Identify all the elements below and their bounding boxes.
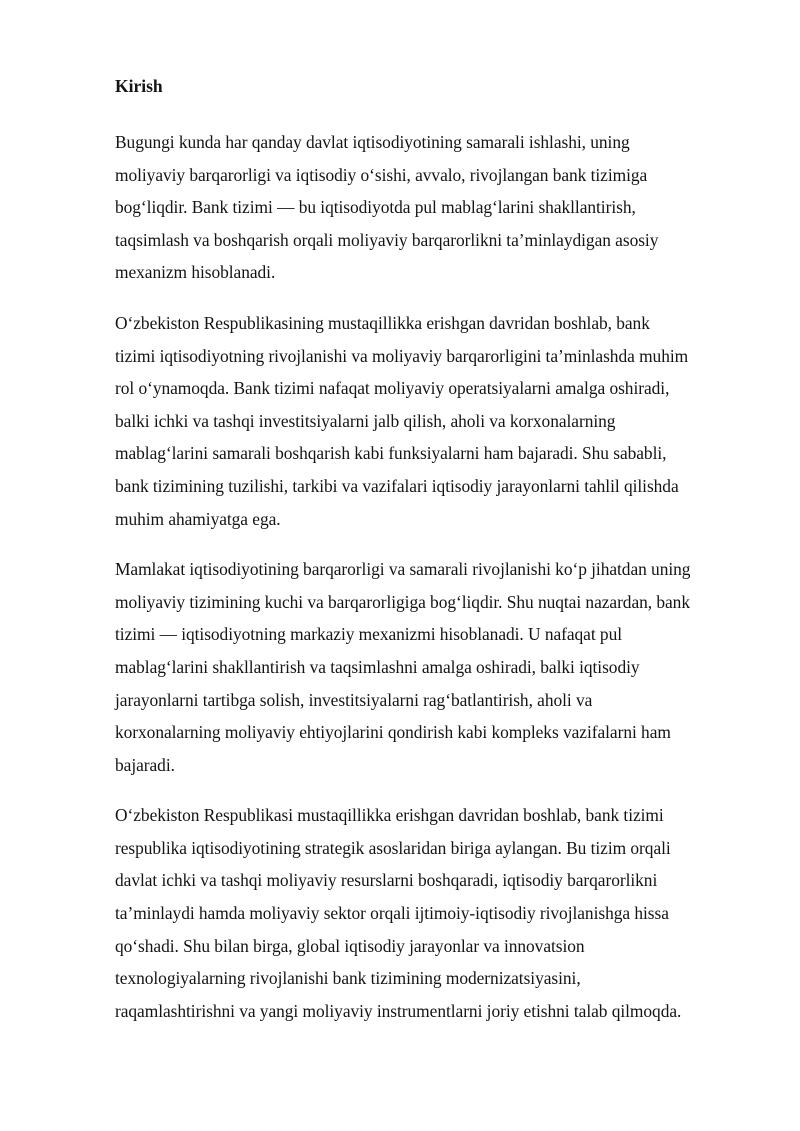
section-heading: Kirish [115, 76, 163, 96]
paragraph-2 [115, 307, 745, 535]
paragraph-line: rol o‘ynamoqda. Bank tizimi nafaqat moliyaviy operatsiyalarni amalga oshiradi, [115, 378, 670, 399]
paragraph-line: mablag‘larini samarali boshqarish kabi funksiyalarni ham bajaradi. Shu sababli, [115, 443, 667, 464]
paragraph-line: bank tizimining tuzilishi, tarkibi va vazifalari iqtisodiy jarayonlarni tahlil qilishda [115, 475, 679, 496]
paragraph-3 [115, 553, 745, 781]
paragraph-line: tizimi iqtisodiyotning rivojlanishi va moliyaviy barqarorligini ta’minlashda muhim [115, 345, 689, 366]
paragraph-line: bog‘liqdir. Bank tizimi — bu iqtisodiyotda pul mablag‘larini shakllantirish, [115, 197, 636, 218]
paragraph-line: texnologiyalarning rivojlanishi bank tizimining modernizatsiyasini, [115, 968, 581, 989]
paragraph-line: jarayonlarni tartibga solish, investitsiyalarni rag‘batlantirish, aholi va [115, 689, 593, 710]
paragraph-line: O‘zbekiston Respublikasi mustaqillikka erishgan davridan boshlab, bank tizimi [115, 805, 664, 826]
paragraph-line: taqsimlash va boshqarish orqali moliyaviy barqarorlikni ta’minlaydigan asosiy [115, 229, 659, 250]
paragraph-line: muhim ahamiyatga ega. [115, 508, 281, 529]
paragraph-line: balki ichki va tashqi investitsiyalarni jalb qilish, aholi va korxonalarning [115, 410, 616, 431]
paragraph-line: Bugungi kunda har qanday davlat iqtisodiyotining samarali ishlashi, uning [115, 132, 630, 152]
paragraph-4 [115, 799, 745, 1027]
paragraph-line: moliyaviy tizimining kuchi va barqarorligiga bog‘liqdir. Shu nuqtai nazardan, bank [115, 591, 690, 612]
paragraph-line: korxonalarning moliyaviy ehtiyojlarini qondirish kabi kompleks vazifalarni ham [115, 722, 671, 743]
paragraph-line: davlat ichki va tashqi moliyaviy resurslarni boshqaradi, iqtisodiy barqarorlikni [115, 870, 658, 891]
paragraph-line: bajaradi. [115, 754, 175, 775]
document-body [115, 74, 745, 1045]
paragraph-line: qo‘shadi. Shu bilan birga, global iqtisodiy jarayonlar va innovatsion [115, 935, 585, 956]
paragraph-line: mablag‘larini shakllantirish va taqsimlashni amalga oshiradi, balki iqtisodiy [115, 656, 640, 677]
paragraph-line: mexanizm hisoblanadi. [115, 262, 276, 283]
paragraph-line: O‘zbekiston Respublikasining mustaqillikka erishgan davridan boshlab, bank [115, 312, 650, 333]
paragraph-line: ta’minlaydi hamda moliyaviy sektor orqali ijtimoiy-iqtisodiy rivojlanishga hissa [115, 903, 669, 924]
paragraph-line: tizimi — iqtisodiyotning markaziy mexanizmi hisoblanadi. U nafaqat pul [115, 624, 623, 645]
paragraph-1 [115, 126, 745, 289]
paragraph-line: moliyaviy barqarorligi va iqtisodiy o‘sishi, avvalo, rivojlangan bank tizimiga [115, 164, 648, 185]
paragraph-line: respublika iqtisodiyotining strategik asoslaridan biriga aylangan. Bu tizim orqali [115, 837, 671, 858]
paragraph-line: Mamlakat iqtisodiyotining barqarorligi va samarali rivojlanishi ko‘p jihatdan uning [115, 559, 691, 580]
paragraph-line: raqamlashtirishni va yangi moliyaviy instrumentlarni joriy etishni talab qilmoqda. [115, 1000, 682, 1021]
